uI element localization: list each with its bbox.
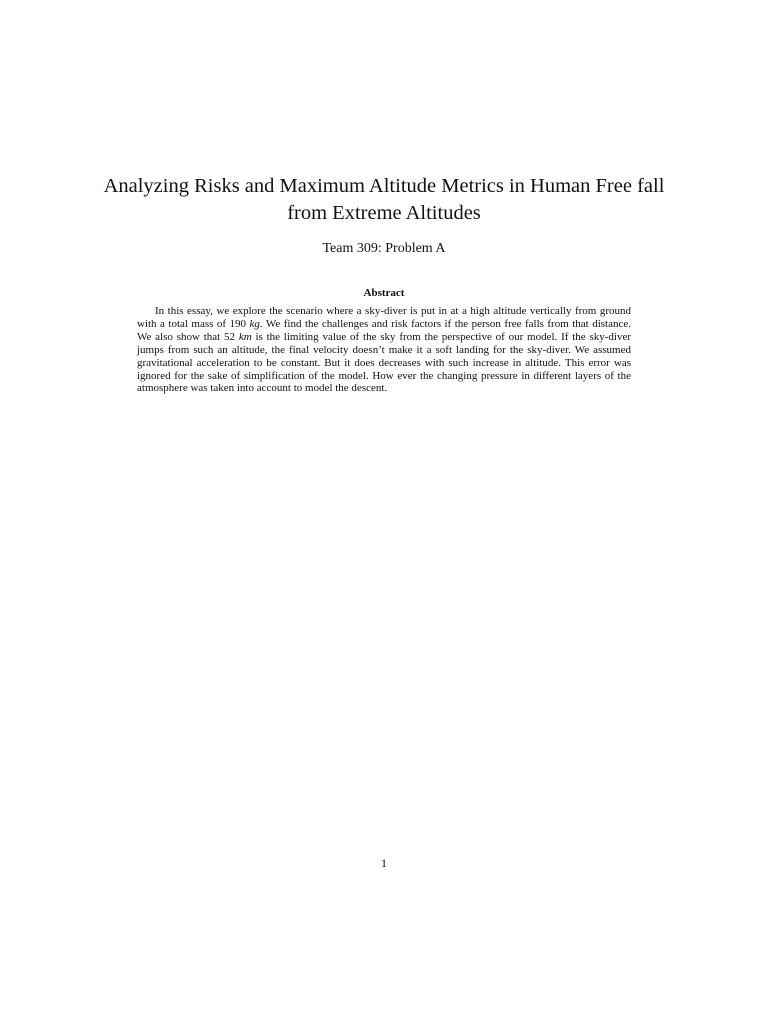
abstract-body — [137, 305, 631, 395]
abstract-text-part-3: is the limiting value of the sky from the perspective of our model. If the sky-diver jumps from such an altitude, the final velocity doesn’t make it a soft landing for the sky-diver. We assumed gravitational acceleration to be constant. But it does decreases with such increase in altitude. This error was ignored for the sake of simplification of the model. How ever the changing pressure in different layers of the atmosphere was taken into account to model the descent. — [137, 330, 631, 395]
distance-unit: km — [238, 330, 252, 343]
page-number: 1 — [381, 856, 387, 870]
abstract-text-part-2: . We find the challenges and risk factors if the person free falls from that distance. We also show that 52 — [137, 317, 631, 343]
abstract-heading: Abstract — [363, 287, 405, 299]
author-line: Team 309: Problem A — [322, 241, 446, 256]
paper-title: Analyzing Risks and Maximum Altitude Metrics in Human Free fall from Extreme Altitudes — [103, 175, 665, 224]
abstract-text-part-1: In this essay, we explore the scenario where a sky-diver is put in at a high altitude vertically from ground with a total mass of 190 — [137, 305, 631, 330]
mass-unit: kg — [249, 317, 260, 330]
